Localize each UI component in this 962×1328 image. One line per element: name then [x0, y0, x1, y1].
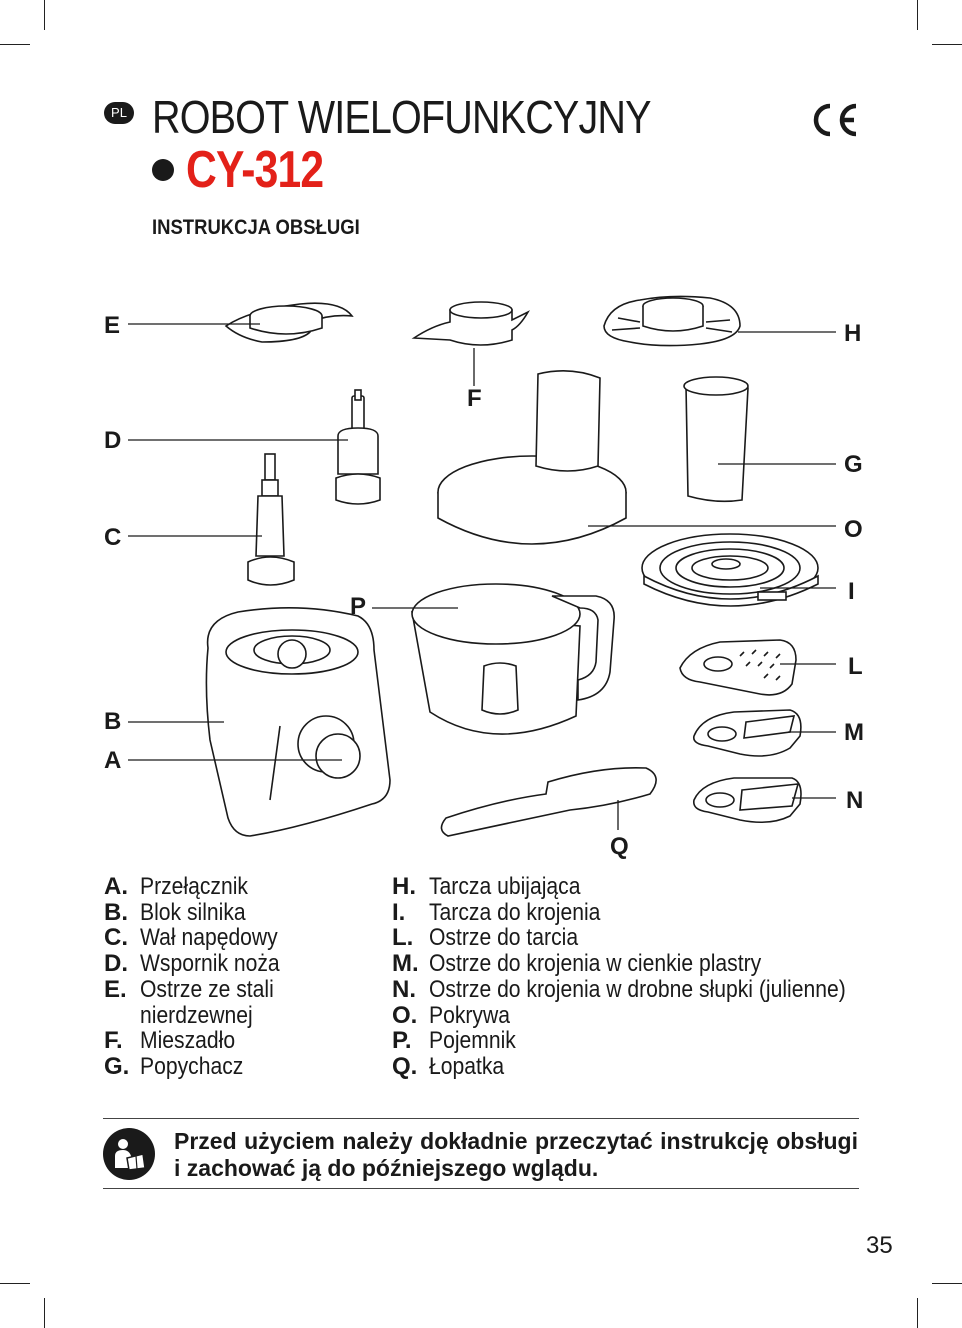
page-number: 35: [866, 1232, 893, 1259]
label-h: H: [844, 320, 862, 347]
blade-holder-illustration: [336, 390, 380, 504]
read-manual-icon: [103, 1128, 155, 1180]
ce-mark-logo: [808, 100, 860, 151]
legend-item: Q. Łopatka: [392, 1052, 505, 1080]
legend-item: nierdzewnej: [140, 1001, 253, 1029]
label-q: Q: [610, 833, 629, 860]
divider: [103, 1118, 859, 1119]
subtitle: INSTRUKCJA OBSŁUGI: [152, 216, 360, 239]
crop-mark: [0, 44, 30, 45]
parts-diagram: [0, 270, 962, 870]
label-m: M: [844, 719, 864, 746]
language-badge: PL: [104, 102, 134, 124]
legend-item: P. Pojemnik: [392, 1027, 516, 1055]
drive-shaft-illustration: [248, 454, 294, 585]
legend-item: M. Ostrze do krojenia w cienkie plastry: [392, 950, 762, 978]
legend-item: O. Pokrywa: [392, 1001, 510, 1029]
label-n: N: [846, 787, 864, 814]
crop-mark: [932, 1283, 962, 1284]
label-c: C: [104, 524, 122, 551]
bowl-illustration: [412, 584, 614, 734]
pusher-illustration: [684, 377, 748, 501]
slicing-disc-illustration: [642, 534, 818, 606]
legend-item: F. Mieszadło: [104, 1027, 236, 1055]
spatula-illustration: [441, 768, 656, 836]
bullet-icon: [152, 159, 174, 181]
label-d: D: [104, 427, 122, 454]
whisk-illustration: [414, 302, 528, 345]
crop-mark: [917, 1298, 918, 1328]
label-p: P: [350, 593, 367, 620]
label-i: I: [848, 578, 855, 605]
label-f: F: [467, 385, 482, 412]
label-o: O: [844, 516, 863, 543]
crop-mark: [0, 1283, 30, 1284]
legend-item: A. Przełącznik: [104, 873, 248, 900]
legend-right: [392, 874, 903, 1080]
legend-item: B. Blok silnika: [104, 898, 246, 926]
crop-mark: [917, 0, 918, 30]
label-a: A: [104, 747, 122, 774]
julienne-blade-illustration: [694, 778, 801, 822]
grating-blade-illustration: [680, 640, 796, 695]
legend-item: L. Ostrze do tarcia: [392, 924, 579, 952]
label-g: G: [844, 451, 863, 478]
blade-illustration: [226, 303, 352, 342]
ce-mark-icon: [808, 100, 860, 140]
crop-mark: [44, 1298, 45, 1328]
legend-item: G. Popychacz: [104, 1052, 244, 1080]
read-manual-icon: [103, 1128, 155, 1180]
model-name: CY-312: [186, 141, 324, 199]
label-b: B: [104, 708, 122, 735]
legend-item: I. Tarcza do krojenia: [392, 898, 601, 926]
label-l: L: [848, 653, 863, 680]
thin-slicing-blade-illustration: [694, 710, 801, 756]
page-title: ROBOT WIELOFUNKCYJNY: [152, 91, 651, 143]
motor-block-illustration: [206, 608, 390, 836]
legend-item: N. Ostrze do krojenia w drobne słupki (julienne): [392, 975, 846, 1003]
legend-item: H. Tarcza ubijająca: [392, 873, 581, 900]
legend-item: D. Wspornik noża: [104, 950, 280, 978]
whipping-disc-illustration: [604, 296, 740, 345]
label-e: E: [104, 312, 121, 339]
legend-item: E. Ostrze ze stali: [104, 975, 274, 1003]
crop-mark: [932, 44, 962, 45]
note-text: Przed użyciem należy dokładnie przeczytać instrukcję obsługi i zachować ją do późniejszego wglądu.: [174, 1128, 858, 1181]
legend-item: C. Wał napędowy: [104, 924, 278, 952]
legend-left: [104, 874, 299, 1080]
model-row: [152, 140, 353, 200]
divider: [103, 1188, 859, 1189]
crop-mark: [44, 0, 45, 30]
